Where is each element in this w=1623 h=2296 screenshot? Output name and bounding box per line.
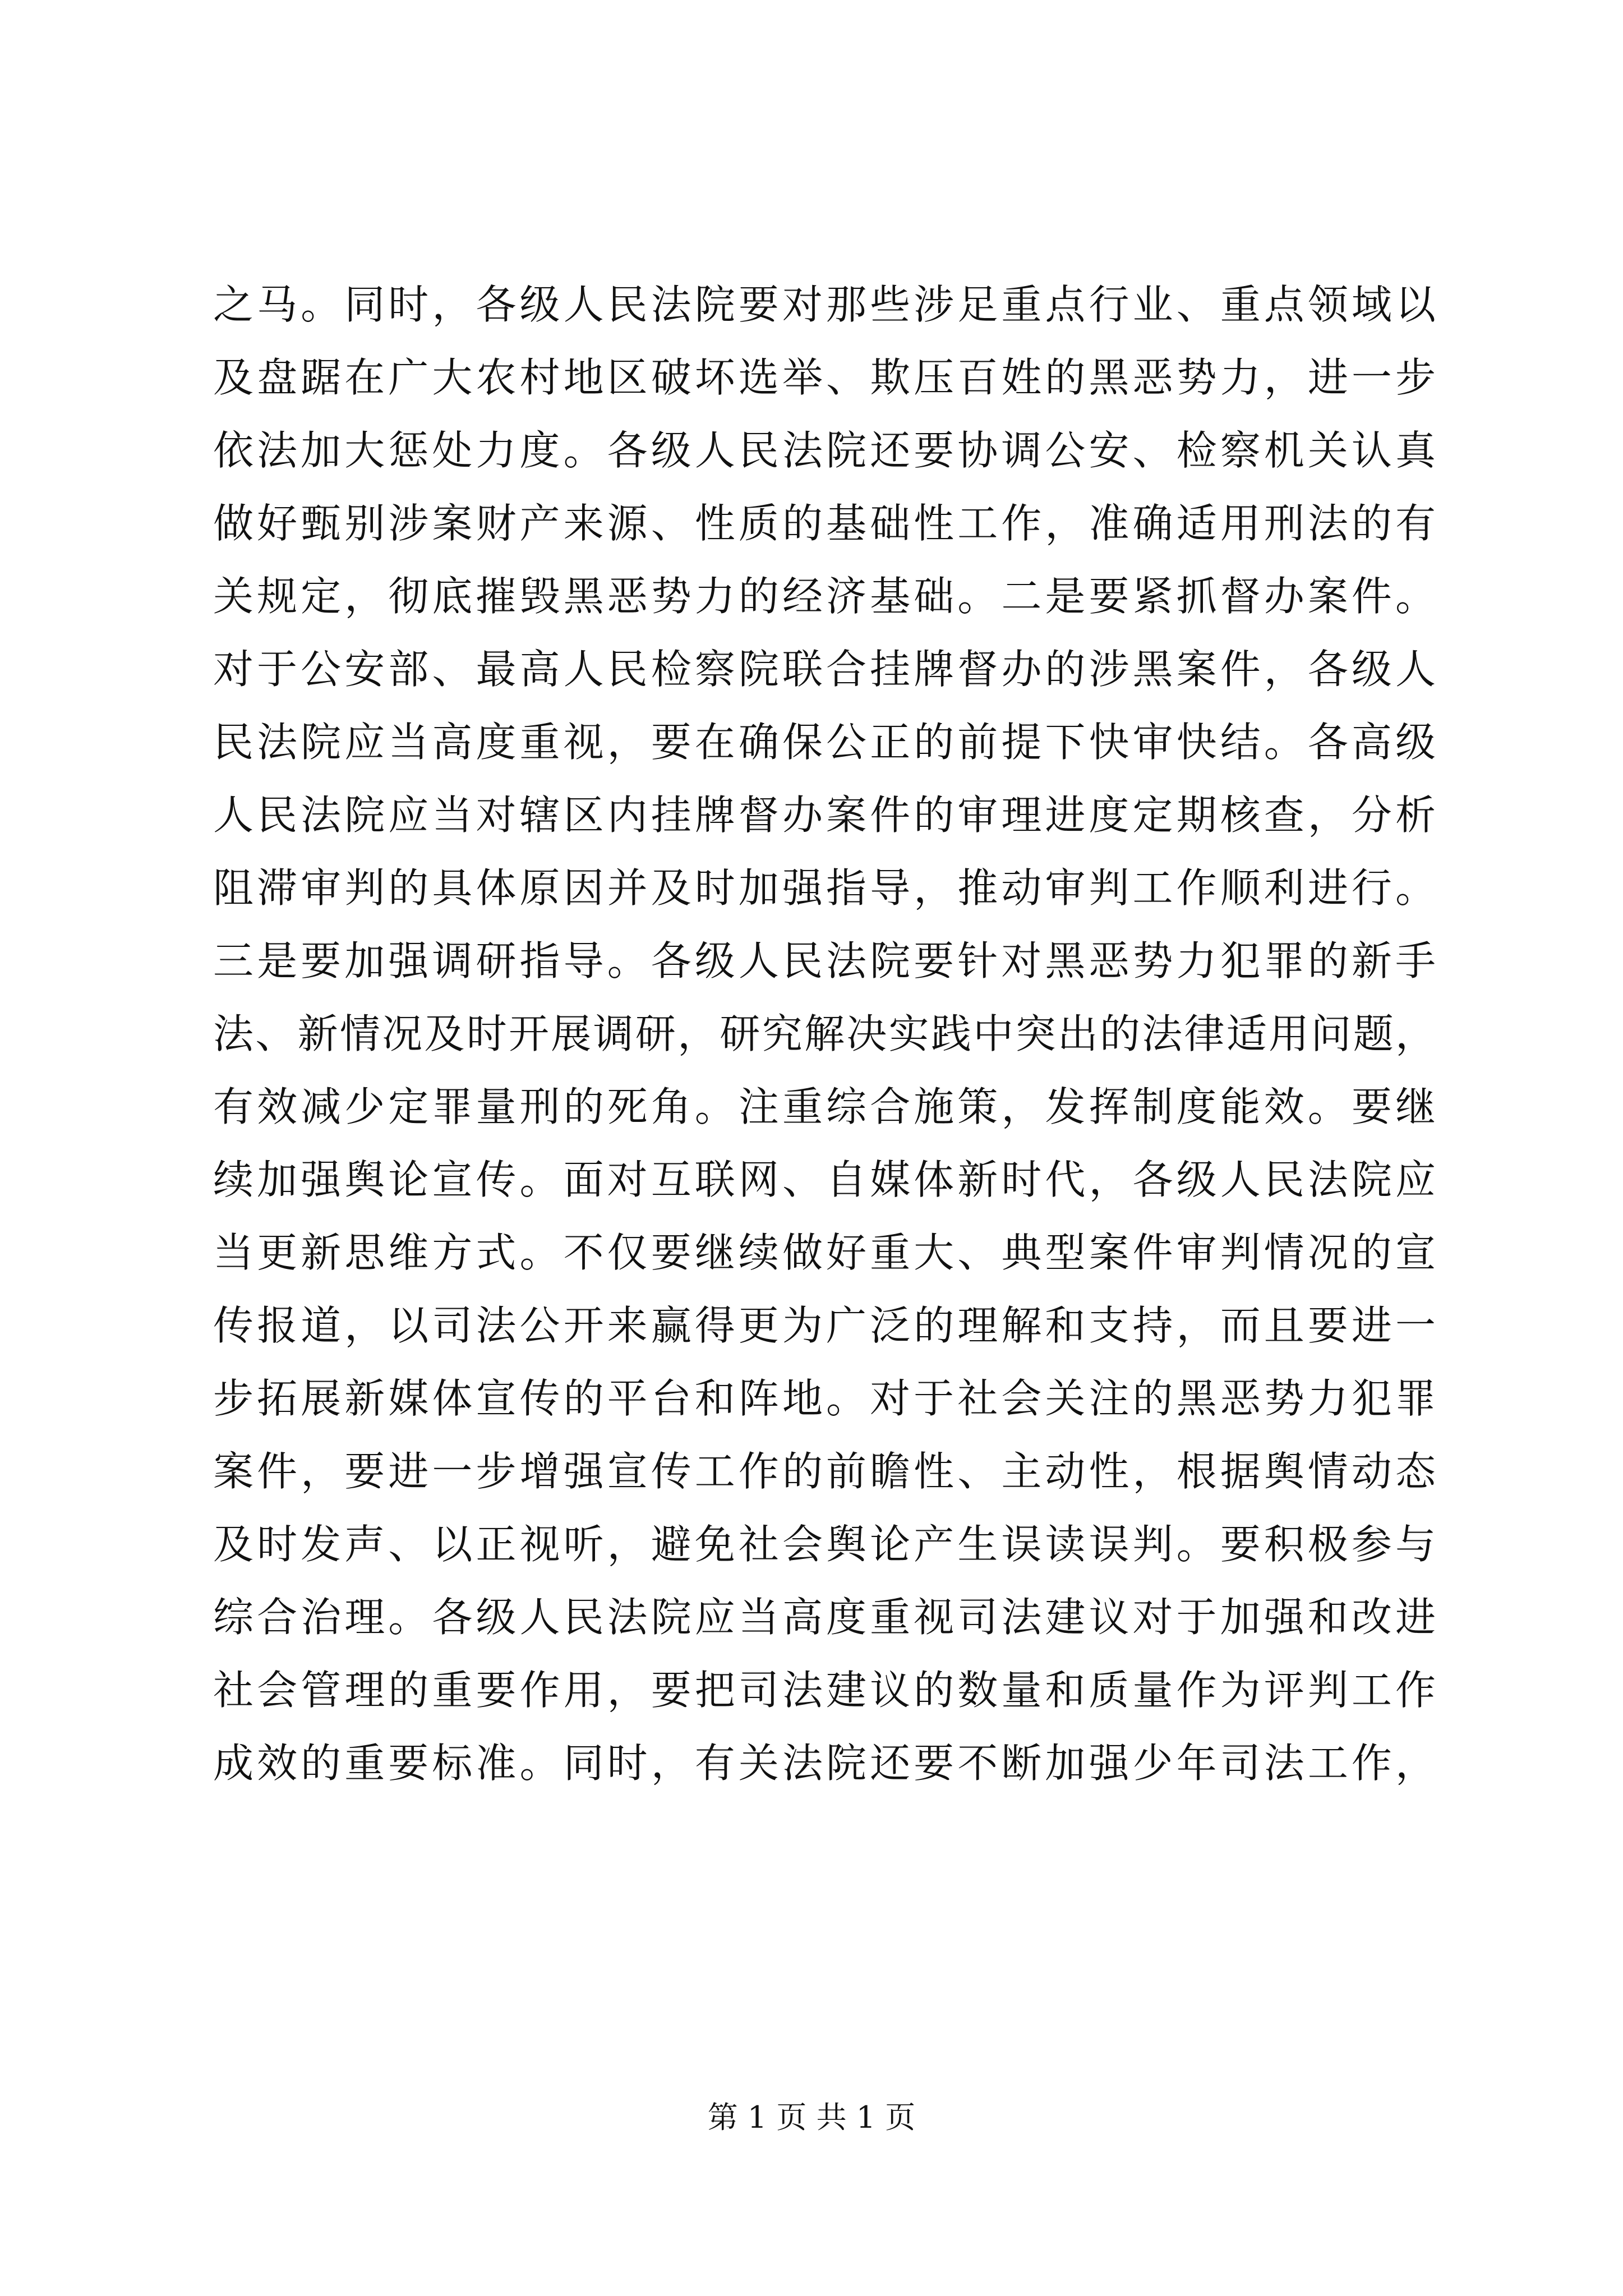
text-line: 及盘踞在广大农村地区破坏选举、欺压百姓的黑恶势力，进一步 bbox=[213, 354, 1436, 401]
body-text bbox=[213, 268, 1436, 1800]
text-line: 人民法院应当对辖区内挂牌督办案件的审理进度定期核查，分析 bbox=[213, 792, 1436, 839]
page-footer bbox=[0, 2098, 1623, 2137]
text-line: 做好甄别涉案财产来源、性质的基础性工作，准确适用刑法的有 bbox=[213, 500, 1436, 547]
text-line: 依法加大惩处力度。各级人民法院还要协调公安、检察机关认真 bbox=[213, 427, 1436, 474]
text-line: 有效减少定罪量刑的死角。注重综合施策，发挥制度能效。要继 bbox=[213, 1083, 1436, 1130]
page-number-label: 第 1 页 共 1 页 bbox=[707, 2100, 916, 2135]
text-line: 关规定，彻底摧毁黑恶势力的经济基础。二是要紧抓督办案件。 bbox=[213, 573, 1436, 620]
text-line: 当更新思维方式。不仅要继续做好重大、典型案件审判情况的宣 bbox=[213, 1229, 1436, 1276]
text-line: 续加强舆论宣传。面对互联网、自媒体新时代，各级人民法院应 bbox=[213, 1156, 1436, 1203]
text-line: 民法院应当高度重视，要在确保公正的前提下快审快结。各高级 bbox=[213, 719, 1436, 766]
text-line: 法、新情况及时开展调研，研究解决实践中突出的法律适用问题， bbox=[213, 1010, 1436, 1057]
text-line: 成效的重要标准。同时，有关法院还要不断加强少年司法工作， bbox=[213, 1740, 1436, 1787]
text-line: 阻滞审判的具体原因并及时加强指导，推动审判工作顺利进行。 bbox=[213, 864, 1436, 912]
text-line: 及时发声、以正视听，避免社会舆论产生误读误判。要积极参与 bbox=[213, 1521, 1436, 1568]
text-line: 步拓展新媒体宣传的平台和阵地。对于社会关注的黑恶势力犯罪 bbox=[213, 1375, 1436, 1422]
text-line: 传报道，以司法公开来赢得更为广泛的理解和支持，而且要进一 bbox=[213, 1302, 1436, 1349]
text-line: 之马。同时，各级人民法院要对那些涉足重点行业、重点领域以 bbox=[213, 281, 1436, 328]
text-line: 综合治理。各级人民法院应当高度重视司法建议对于加强和改进 bbox=[213, 1594, 1436, 1641]
text-line: 社会管理的重要作用，要把司法建议的数量和质量作为评判工作 bbox=[213, 1667, 1436, 1714]
text-line: 三是要加强调研指导。各级人民法院要针对黑恶势力犯罪的新手 bbox=[213, 937, 1436, 984]
text-line: 案件，要进一步增强宣传工作的前瞻性、主动性，根据舆情动态 bbox=[213, 1448, 1436, 1495]
text-line: 对于公安部、最高人民检察院联合挂牌督办的涉黑案件，各级人 bbox=[213, 646, 1436, 693]
